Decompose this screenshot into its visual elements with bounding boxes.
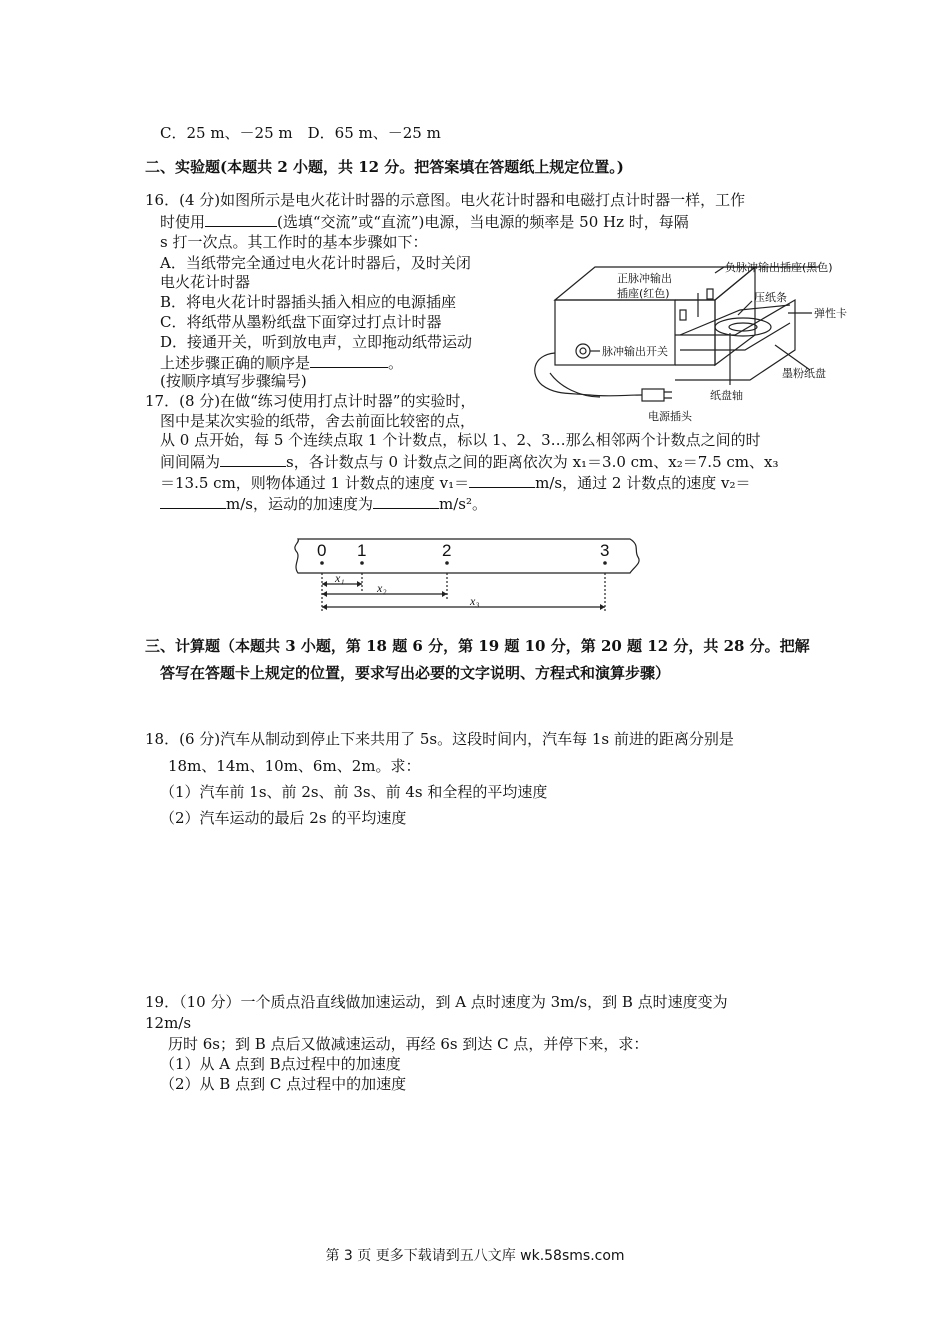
tape-dot-1 [360,561,364,565]
q16-answer-blank-1[interactable] [205,211,277,227]
q17-line6-a: m/s，运动的加速度为 [226,495,373,513]
q17-answer-blank-3[interactable] [160,493,226,509]
q19-line3: 历时 6s；到 B 点后又做减速运动，再经 6s 到达 C 点，并停下来，求： [168,1035,649,1053]
q16-line1: 16．(4 分)如图所示是电火花计时器的示意图。电火花计时器和电磁打点计时器一样，工作 [145,191,746,209]
label-pos-socket-2: 插座(红色) [617,287,670,300]
label-spring-clip: 弹性卡 [814,307,847,320]
q17-line3: 从 0 点开始，每 5 个连续点取 1 个计数点，标以 1、2、3…那么相邻两个计数点之间的时 [160,431,761,449]
q19-line2: 12m/s [145,1014,192,1032]
tape-point-2: 2 [442,541,452,560]
tape-point-0: 0 [317,541,327,560]
section3-heading-line1: 三、计算题（本题共 3 小题，第 18 题 6 分，第 19 题 10 分，第 20 题 12 分，共 28 分。把解 [145,637,810,655]
tape-dot-3 [603,561,607,565]
tape-label-x1: x₁ [335,571,345,585]
q19-line1: 19．（10 分）一个质点沿直线做加速运动，到 A 点时速度为 3m/s，到 B 点时速度变为 [145,993,728,1011]
q18-line2: 18m、14m、10m、6m、2m。求： [168,757,421,775]
q16-step-c: C．将纸带从墨粉纸盘下面穿过打点计时器 [160,313,442,331]
label-paper-axis: 纸盘轴 [710,389,743,402]
toner-disk-shape [715,318,771,336]
label-plug: 电源插头 [648,410,692,423]
q17-line4 [160,451,778,472]
q16-step-a1: A．当纸带完全通过电火花计时器后，及时关闭 [160,254,471,272]
q17-answer-blank-1[interactable] [220,451,286,467]
q17-line5-b: m/s，通过 2 计数点的速度 v₂＝ [535,474,751,492]
tape-point-1: 1 [357,541,367,560]
neg-socket-shape [707,289,713,299]
tape-dot-0 [320,561,324,565]
q16-order [160,352,403,373]
q16-step-d: D．接通开关，听到放电声，立即拖动纸带运动 [160,333,473,351]
q16-answer-blank-2[interactable] [310,352,388,368]
q16-step-b: B．将电火花计时器插头插入相应的电源插座 [160,293,457,311]
q16-line3: s 打一次点。其工作时的基本步骤如下： [160,233,428,251]
label-press-strip: 压纸条 [754,291,787,304]
tape-dot-2 [445,561,449,565]
q16-order-a: 上述步骤正确的顺序是 [160,354,311,372]
label-pos-socket-1: 正脉冲输出 [617,272,672,285]
tape-label-x2: x₂ [377,581,387,595]
pos-socket-shape [680,310,686,320]
label-toner-disk: 墨粉纸盘 [782,367,826,380]
q19-part1: （1）从 A 点到 B点过程中的加速度 [160,1055,401,1073]
q17-line5-a: ＝13.5 cm，则物体通过 1 计数点的速度 v₁＝ [160,474,470,492]
plug-shape [642,389,664,401]
q16-line2 [160,211,689,232]
paper-tape-diagram [290,533,650,615]
q18-line1: 18．(6 分)汽车从制动到停止下来共用了 5s。这段时间内，汽车每 1s 前进的距离分别是 [145,730,734,748]
q17-line6-b: m/s²。 [438,495,487,513]
q16-order-note: (按顺序填写步骤编号) [160,372,307,390]
switch-shape [576,344,590,358]
section2-heading: 二、实验题(本题共 2 小题，共 12 分。把答案填在答题纸上规定位置。) [145,158,624,176]
q17-line1: 17．(8 分)在做“练习使用打点计时器”的实验时， [145,392,476,410]
tape-point-3: 3 [600,541,610,560]
page-footer: 第 3 页 更多下载请到五八文库 wk.58sms.com [325,1248,625,1264]
spark-timer-diagram [520,255,860,430]
label-neg-socket: 负脉冲输出插座(黑色) [725,261,833,274]
q17-answer-blank-4[interactable] [373,493,439,509]
q17-line5 [160,472,750,493]
q19-part2: （2）从 B 点到 C 点过程中的加速度 [160,1075,407,1093]
section3-heading-line2: 答写在答题卡上规定的位置，要求写出必要的文字说明、方程式和演算步骤） [160,664,671,682]
label-switch: 脉冲输出开关 [602,345,668,358]
q17-line2: 图中是某次实验的纸带，舍去前面比较密的点， [160,412,476,430]
q17-line4-b: s，各计数点与 0 计数点之间的距离依次为 x₁＝3.0 cm、x₂＝7.5 cm、x₃ [286,453,779,471]
q18-part2: （2）汽车运动的最后 2s 的平均速度 [160,809,407,827]
q16-order-b: 。 [388,354,404,372]
tape-outline [295,539,639,573]
q15-options-cd: C．25 m、－25 m D．65 m、－25 m [160,124,441,142]
q17-answer-blank-2[interactable] [469,472,535,488]
q17-line4-a: 间间隔为 [160,453,221,471]
tape-label-x3: x₃ [470,594,480,608]
q18-part1: （1）汽车前 1s、前 2s、前 3s、前 4s 和全程的平均速度 [160,783,548,801]
q16-line2-b: (选填“交流”或“直流”)电源，当电源的频率是 50 Hz 时，每隔 [277,213,689,231]
q16-line2-a: 时使用 [160,213,206,231]
q17-line6 [160,493,487,514]
q16-step-a2: 电火花计时器 [160,273,251,291]
